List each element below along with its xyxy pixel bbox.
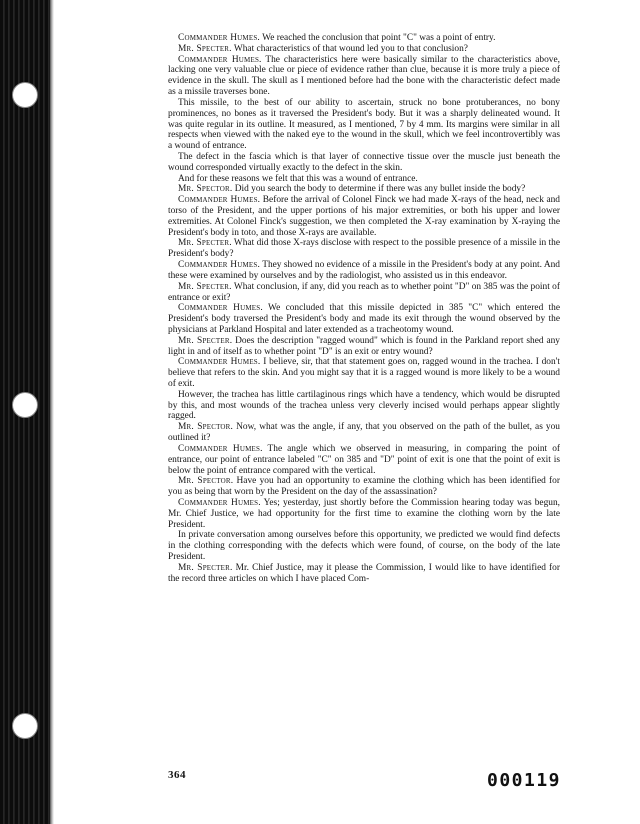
testimony-paragraph [168,530,560,562]
testimony-paragraph [168,152,560,174]
testimony-paragraph [168,260,560,282]
speaker-name: Commander Humes. [178,195,261,206]
speaker-name: Commander Humes. [178,357,261,368]
paragraph-text: Mr. Chief Justice, may it please the Commission, I would like to have identified for the record three articles on which I have placed Com- [168,562,560,584]
testimony-paragraph [168,184,560,195]
speaker-name: Mr. Spector. [178,184,233,195]
punch-hole [12,713,38,739]
testimony-paragraph [168,44,560,55]
paragraph-text: Did you search the body to determine if there was any bullet inside the body? [232,184,526,195]
testimony-paragraph [168,174,560,185]
paragraph-text: Now, what was the angle, if any, that you observed on the path of the bullet, as you outlined it? [168,422,560,444]
testimony-paragraph [168,195,560,238]
speaker-name: Commander Humes. [178,54,262,65]
testimony-paragraph [168,303,560,335]
speaker-name: Commander Humes. [178,260,261,271]
paragraph-text: I believe, sir, that that statement goes on, ragged wound in the trachea. I don't believe that refers to the skin. And you might say that it is a ragged wound is more likely to be a wound of exit. [168,357,560,389]
testimony-paragraph [168,357,560,389]
paragraph-text: What conclusion, if any, did you reach as to whether point "D" on 385 was the point of entrance or exit? [168,281,560,303]
testimony-paragraph [168,33,560,44]
paragraph-text: This missile, to the best of our ability to ascertain, struck no bone protuberances, no bony prominences, no bones as it traversed the President's body. But it was a sharply delineated wound. It was quite regular in its outline. It measured, as I mentioned, 7 by 4 mm. Its margins were similar in all respects when viewed with the naked eye to the wound in the skull, which we feel incontrovertibly was a wound of entrance. [168,97,560,152]
paragraph-text: In private conversation among ourselves before this opportunity, we predicted we would find defects in the clothing corresponding with the defects which were found, of course, on the body of the late President. [168,530,560,562]
paragraph-text: The angle which we observed in measuring, in comparing the point of entrance, our point of entrance labeled "C" on 385 and "D" point of exit is one that the point of exit is below the point of entrance compared with the vertical. [168,443,561,476]
speaker-name: Mr. Specter. [178,281,232,292]
testimony-paragraph [168,498,560,530]
page-number: 364 [168,769,186,781]
paragraph-text: We reached the conclusion that point "C" was a point of entry. [259,33,496,43]
testimony-paragraph [168,282,560,304]
testimony-text [168,33,560,584]
speaker-name: Mr. Spector. [178,422,234,433]
testimony-paragraph [168,444,560,476]
testimony-paragraph [168,563,560,585]
testimony-paragraph [168,55,560,98]
speaker-name: Commander Humes. [178,443,263,454]
speaker-name: Commander Humes. [178,497,261,508]
paragraph-text: The characteristics here were basically similar to the characteristics above, lacking one very valuable clue or piece of evidence rather than clue, because it is more truly a piece of evidence in the skull. The skull as I mentioned before had the bone with the characteristic defect made as a missile traverses bone. [168,54,560,98]
speaker-name: Mr. Specter. [178,335,233,346]
paragraph-text: The defect in the fascia which is that layer of connective tissue over the muscle just beneath the wound corresponded virtually exactly to the defect in the skin. [168,151,560,173]
speaker-name: Mr. Specter. [178,238,232,249]
paragraph-text: What characteristics of that wound led you to that conclusion? [231,43,468,54]
testimony-paragraph [168,390,560,422]
paragraph-text: Yes; yesterday, just shortly before the Commission hearing today was begun, Mr. Chief Justice, we had opportunity for the first time to examine the clothing worn by the late President. [168,497,560,530]
paragraph-text: What did those X-rays disclose with respect to the possible presence of a missile in the President's body? [168,238,560,260]
speaker-name: Mr. Specter. [178,43,232,54]
punch-hole [12,82,38,108]
document-stamp-number: 000119 [487,770,562,791]
testimony-paragraph [168,98,560,152]
paragraph-text: However, the trachea has little cartilaginous rings which have a tendency, which would be disrupted by this, and most wounds of the trachea unless very cleverly incised would perhaps appear slightly ragged. [168,389,560,422]
testimony-paragraph [168,336,560,358]
paragraph-text: We concluded that this missile depicted in 385 "C" which entered the President's body traversed the President's body and made its exit through the wound observed by the physicians at Parkland Hospital and later extended as a tracheotomy wound. [168,303,560,335]
paragraph-text: Before the arrival of Colonel Finck we had made X-rays of the head, neck and torso of the President, and the upper portions of his major extremities, or both his upper and lower extremities. At Colonel Finck's suggestion, we then completed the X-ray examination by X-raying the President's body in toto, and those X-rays are available. [168,195,560,238]
testimony-paragraph [168,238,560,260]
speaker-name: Mr. Spector. [178,476,234,487]
testimony-paragraph [168,476,560,498]
paragraph-text: Have you had an opportunity to examine the clothing which has been identified for you as being that worn by the President on the day of the assassination? [168,476,560,498]
paragraph-text: Does the description "ragged wound" which is found in the Parkland report shed any light in and of itself as to whether point "D" is an exit or entry wound? [168,335,560,357]
paragraph-text: They showed no evidence of a missile in the President's body at any point. And these were examined by ourselves and by the radiologist, who assisted us in this endeavor. [168,260,560,281]
paragraph-text: And for these reasons we felt that this was a wound of entrance. [178,173,418,184]
punch-hole [12,392,38,418]
testimony-paragraph [168,422,560,444]
speaker-name: Commander Humes. [178,303,263,314]
speaker-name: Mr. Specter. [178,562,233,573]
speaker-name: Commander Humes. [178,33,260,43]
